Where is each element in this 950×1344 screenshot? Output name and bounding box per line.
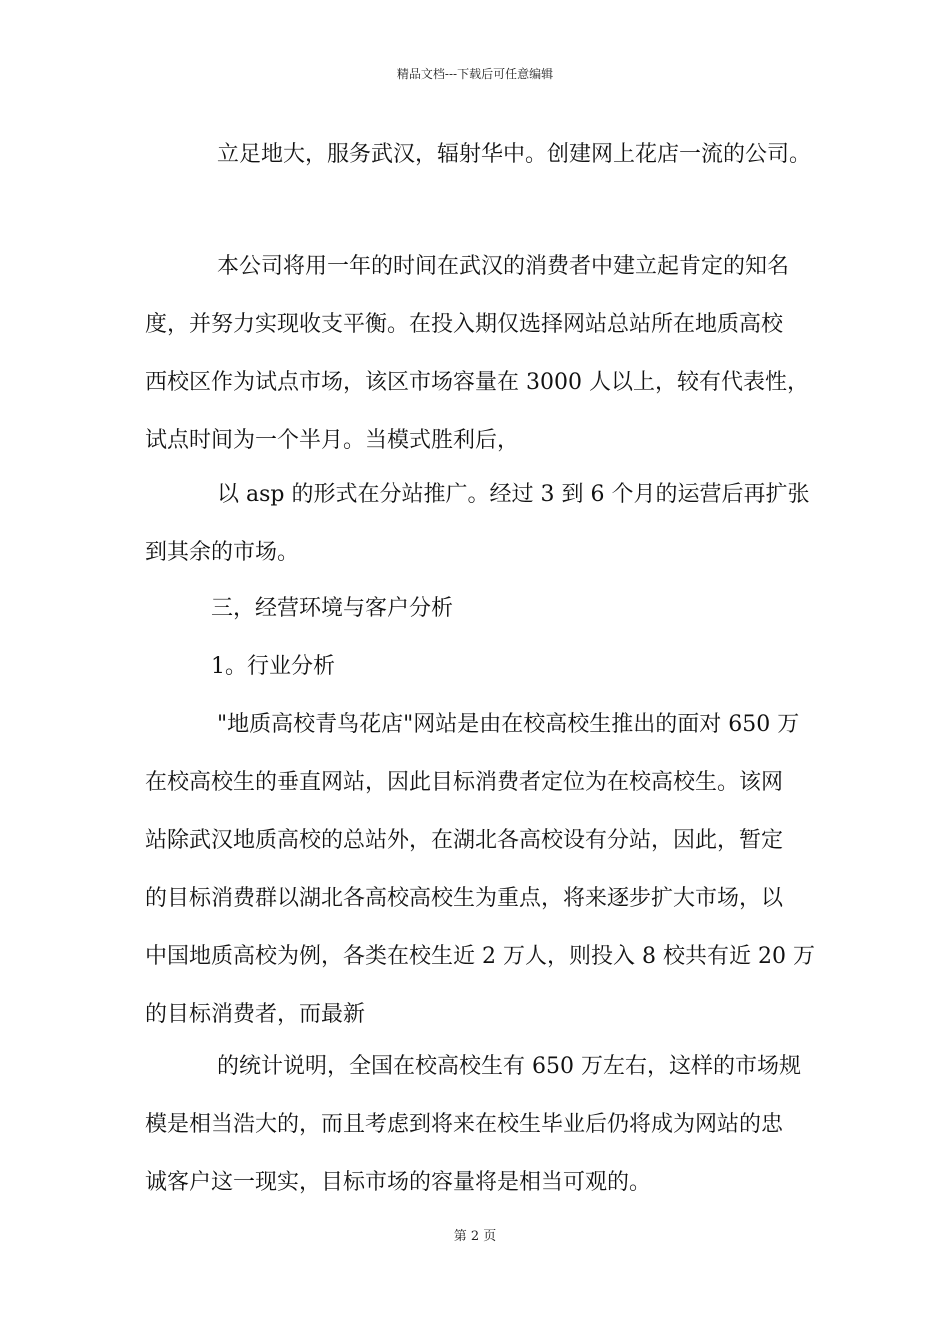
subsection-heading: [145, 648, 335, 686]
paragraph-mission: [145, 136, 811, 174]
text-line: 本公司将用一年的时间在武汉的消费者中建立起肯定的知名: [217, 254, 790, 279]
text-line: 到其余的市场。: [145, 540, 300, 565]
text-line: 西校区作为试点市场，该区市场容量在 3000 人以上，较有代表性，: [145, 370, 809, 395]
text-line: 以 asp 的形式在分站推广。经过 3 到 6 个月的运营后再扩张: [217, 482, 810, 507]
text-line: 1。行业分析: [211, 654, 335, 679]
text-line: 站除武汉地质高校的总站外，在湖北各高校设有分站，因此，暂定: [145, 828, 784, 853]
text-line: 试点时间为一个半月。当模式胜利后，: [145, 428, 520, 453]
paragraph-goals: [145, 248, 809, 480]
text-line: 诚客户这一现实，目标市场的容量将是相当可观的。: [145, 1170, 652, 1195]
text-line: 在校高校生的垂直网站，因此目标消费者定位为在校高校生。该网: [145, 770, 784, 795]
page-header: 精品文档---下载后可任意编辑: [396, 67, 554, 81]
text-line: 三，经营环境与客户分析: [211, 596, 454, 621]
section-heading: [145, 590, 453, 628]
text-line: 中国地质高校为例，各类在校生近 2 万人，则投入 8 校共有近 20 万: [145, 944, 815, 969]
paragraph-expansion: [145, 476, 809, 592]
page-number: 第 2 页: [453, 1229, 497, 1244]
text-line: 的统计说明，全国在校高校生有 650 万左右，这样的市场规: [217, 1054, 801, 1079]
text-line: 模是相当浩大的，而且考虑到将来在校生毕业后仍将成为网站的忠: [145, 1112, 784, 1137]
text-line: 立足地大，服务武汉，辐射华中。创建网上花店一流的公司。: [217, 142, 812, 167]
text-line: 的目标消费者，而最新: [145, 1002, 366, 1027]
text-line: "地质高校青鸟花店"网站是由在校高校生推出的面对 650 万: [217, 712, 800, 737]
paragraph-market-scale: [145, 1048, 801, 1222]
text-line: 度，并努力实现收支平衡。在投入期仅选择网站总站所在地质高校: [145, 312, 784, 337]
paragraph-industry-analysis: [145, 706, 815, 1054]
text-line: 的目标消费群以湖北各高校高校生为重点，将来逐步扩大市场，以: [145, 886, 784, 911]
